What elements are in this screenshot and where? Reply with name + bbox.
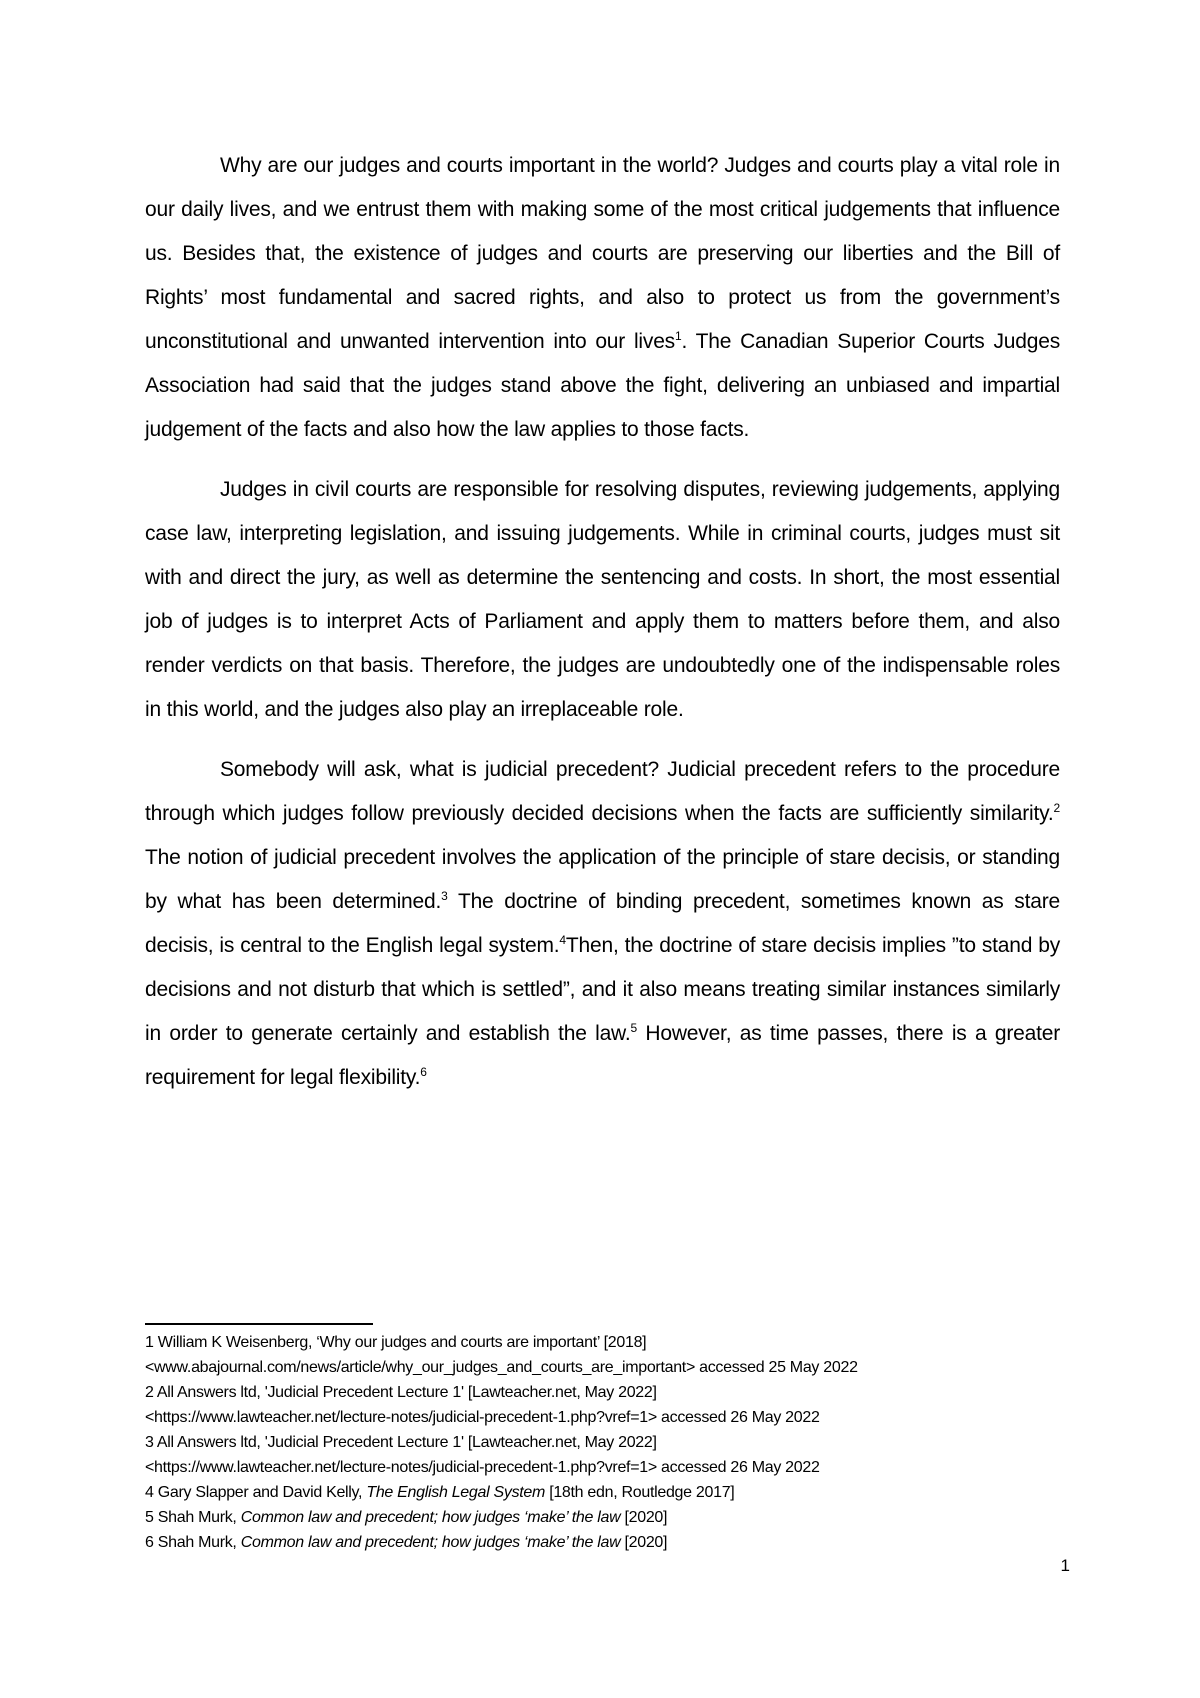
footnote-number: 3 (145, 1434, 154, 1451)
footnote-url[interactable]: <https://www.lawteacher.net/lecture-notes/judicial-precedent-1.php?vref=1> accessed 26 May 2022 (145, 1459, 820, 1476)
footnote-number: 1 (145, 1334, 154, 1351)
footnote-title: Common law and precedent; how judges ‘make’ the law (240, 1534, 621, 1551)
footnote-title: The English Legal System (366, 1484, 546, 1501)
text-segment: Somebody will ask, what is judicial precedent? Judicial precedent refers to the procedure through which judges follow previously decided decisions when the facts are sufficiently similarity. (145, 758, 1060, 825)
footnote-2 (145, 1380, 1085, 1430)
footnote-url[interactable]: <https://www.lawteacher.net/lecture-notes/judicial-precedent-1.php?vref=1> accessed 26 May 2022 (145, 1409, 820, 1426)
footnote-title: Common law and precedent; how judges ‘make’ the law (240, 1509, 621, 1526)
body-text (145, 144, 1060, 1116)
footnote-publication: [18th edn, Routledge 2017] (545, 1484, 735, 1501)
footnote-author: Shah Murk, (157, 1534, 241, 1551)
footnote-5 (145, 1505, 1085, 1530)
footnote-line (145, 1505, 1085, 1530)
text-segment: Why are our judges and courts important in the world? Judges and courts play a vital role in our daily lives, and we entrust them with making some of the most critical judgements that influence us. Besides that, the existence of judges and courts are preserving our liberties and the Bill of Rights’ most fundamental and sacred rights, and also to protect us from the government’s unconstitutional and unwanted intervention into our lives (145, 154, 1060, 353)
footnote-line (145, 1330, 1085, 1355)
footnote-citation: All Answers ltd, 'Judicial Precedent Lecture 1' [Lawteacher.net, May 2022] (156, 1384, 657, 1401)
footnote-line (145, 1480, 1085, 1505)
text-segment: Then, the doctrine of stare decisis implies ”to stand by decisions and not disturb that which is settled”, and it also means treating similar instances similarly in order to generate certainly and establish the law. (145, 934, 1060, 1045)
footnote-number: 4 (145, 1484, 154, 1501)
footnote-publication: [2020] (620, 1509, 668, 1526)
paragraph-3 (145, 748, 1060, 1100)
footnote-line (145, 1380, 1085, 1405)
footnote-6 (145, 1530, 1085, 1555)
footnote-url[interactable]: <www.abajournal.com/news/article/why_our_judges_and_courts_are_important> accessed 25 May 2022 (145, 1359, 858, 1376)
paragraph-2 (145, 468, 1060, 732)
footnote-ref[interactable]: 4 (559, 933, 566, 947)
footnote-separator (145, 1323, 373, 1325)
footnote-citation: William K Weisenberg, ‘Why our judges and courts are important’ [2018] (157, 1334, 647, 1351)
footnote-citation: All Answers ltd, 'Judicial Precedent Lecture 1' [Lawteacher.net, May 2022] (156, 1434, 657, 1451)
text-segment: The doctrine of binding precedent, sometimes known as stare decisis, is central to the English legal system. (145, 890, 1060, 957)
footnote-publication: [2020] (620, 1534, 668, 1551)
footnote-3 (145, 1430, 1085, 1480)
text-segment: Judges in civil courts are responsible for resolving disputes, reviewing judgements, applying case law, interpreting legislation, and issuing judgements. While in criminal courts, judges must sit with and direct the jury, as well as determine the sentencing and costs. In short, the most essential job of judges is to interpret Acts of Parliament and apply them to matters before them, and also render verdicts on that basis. Therefore, the judges are undoubtedly one of the indispensable roles in this world, and the judges also play an irreplaceable role. (145, 478, 1060, 721)
footnote-ref[interactable]: 1 (674, 329, 682, 343)
footnote-ref[interactable]: 3 (441, 889, 448, 903)
footnote-number: 6 (145, 1534, 154, 1551)
footnotes (145, 1330, 1085, 1555)
footnote-ref[interactable]: 5 (630, 1021, 637, 1035)
text-segment: The notion of judicial precedent involves the application of the principle of stare decisis, or standing by what has been determined. (145, 846, 1060, 913)
footnote-4 (145, 1480, 1085, 1505)
footnote-line (145, 1430, 1085, 1455)
page-number: 1 (1060, 1556, 1070, 1575)
text-segment: . The Canadian Superior Courts Judges Association had said that the judges stand above the fight, delivering an unbiased and impartial judgement of the facts and also how the law applies to those facts. (145, 330, 1060, 441)
footnote-author: Shah Murk, (157, 1509, 241, 1526)
footnote-1 (145, 1330, 1085, 1380)
paragraph-1 (145, 144, 1060, 452)
footnote-author: Gary Slapper and David Kelly, (157, 1484, 367, 1501)
footnote-ref[interactable]: 2 (1053, 801, 1060, 815)
text-segment: However, as time passes, there is a greater requirement for legal flexibility. (145, 1022, 1061, 1089)
footnote-line (145, 1530, 1085, 1555)
footnote-number: 5 (145, 1509, 154, 1526)
footnote-ref[interactable]: 6 (420, 1065, 427, 1079)
footnote-number: 2 (145, 1384, 154, 1401)
